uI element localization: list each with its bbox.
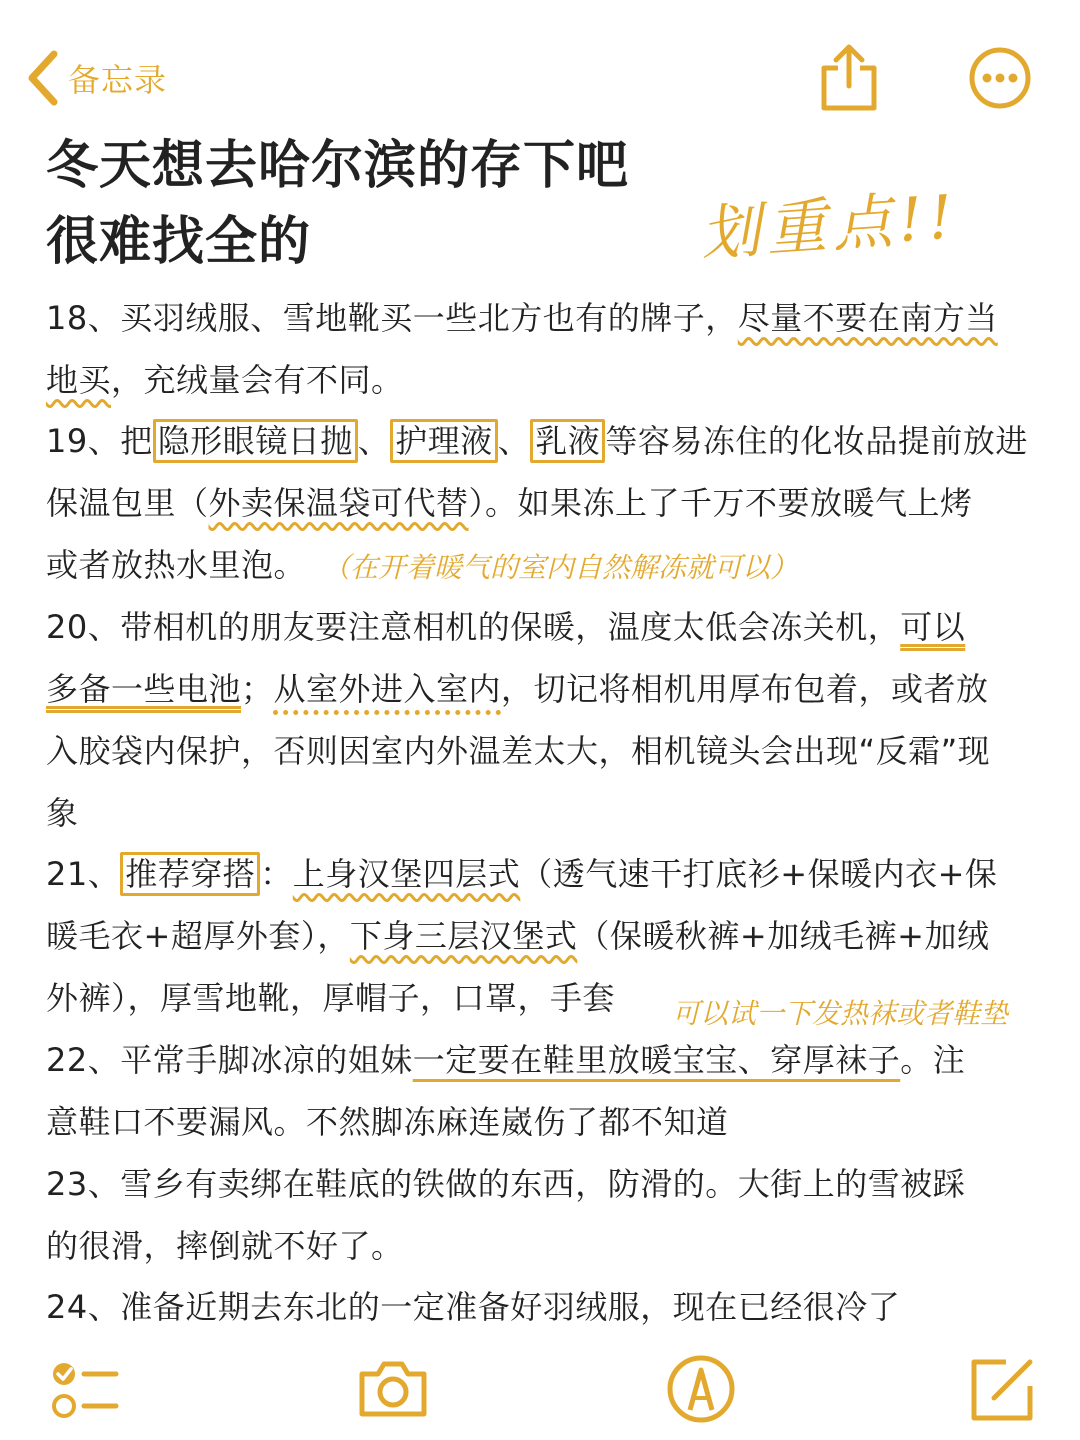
boxed-text: 隐形眼镜日抛: [153, 419, 358, 463]
top-bar: [0, 0, 1080, 130]
share-icon[interactable]: [818, 42, 880, 114]
text: 保温包里（: [46, 484, 209, 522]
text: ：: [260, 855, 293, 893]
wavy-underline-text: 地买: [46, 361, 112, 399]
text: 的很滑，摔倒就不好了。: [46, 1227, 404, 1265]
wavy-underline-text: 外卖保温袋可代替: [208, 484, 469, 522]
item-18-line-1: [46, 296, 998, 340]
item-20-line-2: [46, 667, 989, 711]
boxed-text: 推荐穿搭: [120, 852, 260, 896]
checklist-icon[interactable]: [46, 1352, 120, 1426]
item-20-line-3: [46, 729, 990, 773]
title-line-2: 很难找全的: [46, 212, 312, 272]
chevron-left-icon: [22, 48, 64, 108]
title-line-1: 冬天想去哈尔滨的存下吧: [46, 136, 630, 196]
item-23-line-2: [46, 1224, 404, 1268]
item-19-line-1: [46, 419, 1028, 463]
item-18-line-2: [46, 358, 404, 402]
boxed-text: 乳液: [530, 419, 605, 463]
text: 暖毛衣+超厚外套），: [46, 917, 350, 955]
text: 入胶袋内保护，否则因室内外温差太大，相机镜头会出现“反霜”现: [46, 732, 991, 770]
text: （透气速干打底衫+保暖内衣+保: [520, 855, 998, 893]
item-21-line-1: [46, 852, 997, 896]
wavy-underline-text: 上身汉堡四层式: [292, 855, 521, 893]
double-underline-text: 多备一些电池: [46, 670, 242, 708]
text: 。注: [900, 1041, 966, 1079]
text: 18、买羽绒服、雪地靴买一些北方也有的牌子，: [46, 299, 738, 337]
text: 23、雪乡有卖绑在鞋底的铁做的东西，防滑的。大街上的雪被踩: [46, 1165, 966, 1203]
item-23-line-1: [46, 1162, 965, 1206]
item-19-line-2: [46, 481, 973, 525]
compose-icon[interactable]: [966, 1352, 1040, 1426]
text: 、: [357, 422, 391, 460]
text: 22、平常手脚冰凉的姐妹: [46, 1041, 413, 1079]
pen-markup-icon[interactable]: [664, 1352, 738, 1426]
note-title[interactable]: [46, 128, 706, 280]
text: ，充绒量会有不同。: [111, 361, 404, 399]
text: 等容易冻住的化妆品提前放进: [605, 422, 1028, 460]
text: 意鞋口不要漏风。不然脚冻麻连崴伤了都不知道: [46, 1103, 729, 1141]
item-21-line-3: [46, 976, 615, 1020]
back-button[interactable]: [22, 48, 167, 108]
handwritten-note-21: 可以试一下发热袜或者鞋垫: [672, 997, 1009, 1030]
text: ）。如果冻上了千万不要放暖气上烤: [468, 484, 973, 522]
text: ，切记将相机用厚布包着，或者放: [501, 670, 989, 708]
text: 象: [46, 794, 79, 832]
text: （保暖秋裤+加绒毛裤+加绒: [577, 917, 990, 955]
text: 、: [497, 422, 531, 460]
boxed-text: 护理液: [390, 419, 498, 463]
item-22-line-2: [46, 1100, 729, 1144]
text: 19、把: [46, 422, 153, 460]
double-underline-text: 可以: [900, 608, 966, 646]
ellipsis-icon[interactable]: [968, 46, 1032, 110]
underline-text: 一定要在鞋里放暖宝宝、穿厚袜子: [412, 1041, 901, 1079]
wavy-underline-text: 下身三层汉堡式: [349, 917, 578, 955]
text: 24、准备近期去东北的一定准备好羽绒服，现在已经很冷了: [46, 1288, 901, 1326]
back-label: 备忘录: [68, 61, 168, 99]
text: 外裤），厚雪地靴，厚帽子，口罩，手套: [46, 979, 616, 1017]
item-24-line-1: [46, 1285, 900, 1329]
item-20-line-4: [46, 791, 79, 835]
text: 20、带相机的朋友要注意相机的保暖，温度太低会冻关机，: [46, 608, 901, 646]
title-annotation: 划重点!!: [698, 182, 961, 270]
item-21-line-2: [46, 914, 989, 958]
item-19-line-3: [46, 543, 306, 587]
dotted-emphasis-text: 从室外进入室内: [273, 670, 502, 708]
item-22-line-1: [46, 1038, 965, 1082]
item-20-line-1: [46, 605, 965, 649]
text: ；: [241, 670, 274, 708]
handwritten-note-19: （在开着暖气的室内自然解冻就可以）: [322, 551, 799, 584]
text: 或者放热水里泡。: [46, 546, 307, 584]
wavy-underline-text: 尽量不要在南方当: [737, 299, 998, 337]
text: 21、: [46, 855, 121, 893]
camera-icon[interactable]: [356, 1352, 430, 1426]
